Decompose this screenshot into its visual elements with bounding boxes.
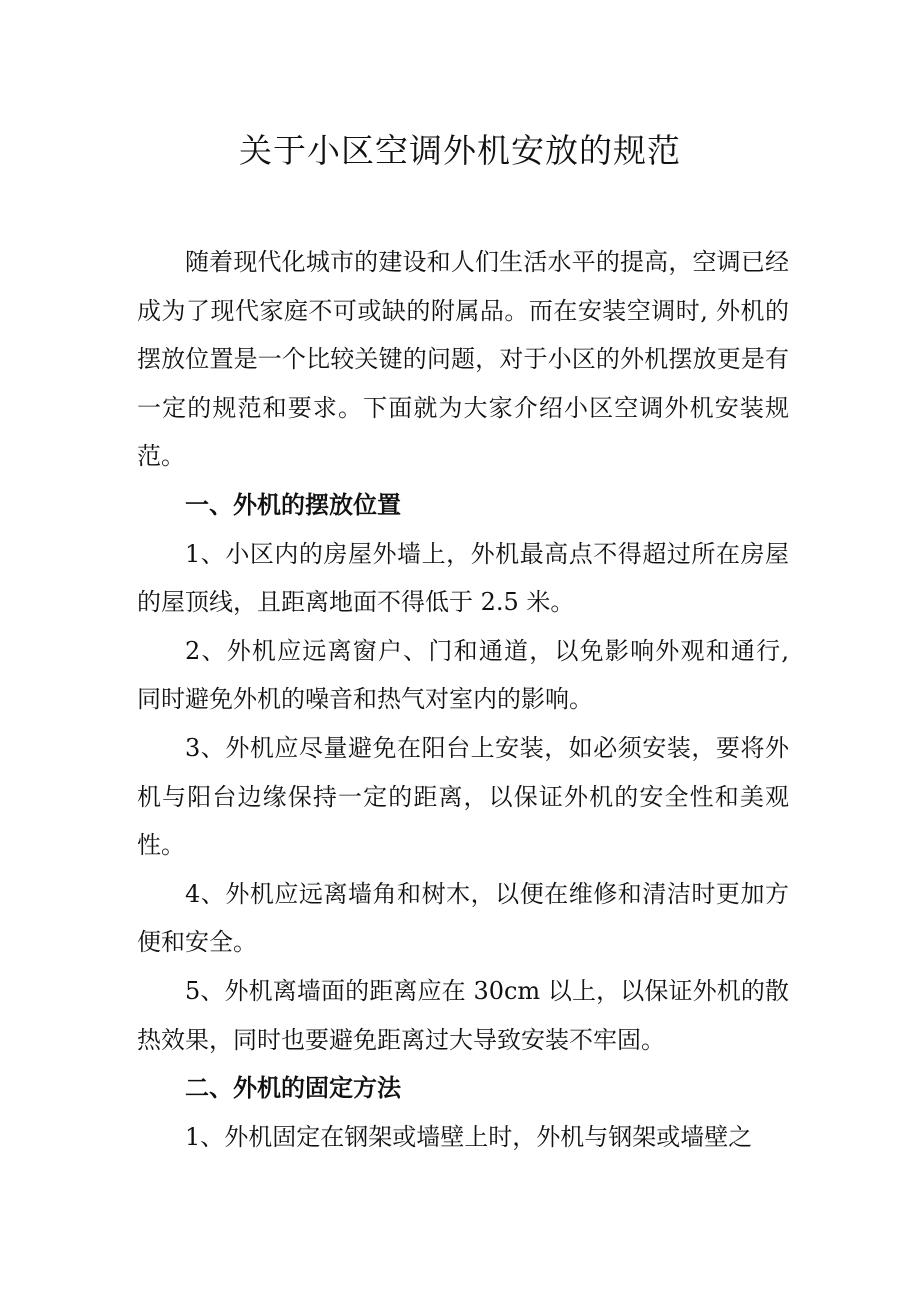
section-heading-placement: 一、外机的摆放位置 bbox=[185, 489, 401, 519]
placement-item-4: 4、外机应远离墙角和树木，以便在维修和清洁时更加方便和安全。 bbox=[137, 879, 789, 957]
placement-item-1: 1、小区内的房屋外墙上，外机最高点不得超过所在房屋的屋顶线，且距离地面不得低于 2.5 米。 bbox=[137, 539, 789, 617]
placement-item-3: 3、外机应尽量避免在阳台上安装，如必须安装，要将外机与阳台边缘保持一定的距离，以保证外机的安全性和美观性。 bbox=[137, 733, 789, 860]
fixing-item-1: 1、外机固定在钢架或墙壁上时，外机与钢架或墙壁之 bbox=[185, 1122, 753, 1151]
placement-item-2: 2、外机应远离窗户、门和通道，以免影响外观和通行, 同时避免外机的噪音和热气对室内的影响。 bbox=[137, 636, 789, 714]
placement-item-5: 5、外机离墙面的距离应在 30cm 以上，以保证外机的散热效果，同时也要避免距离过大导致安装不牢固。 bbox=[137, 976, 789, 1054]
section-heading-fixing: 二、外机的固定方法 bbox=[185, 1073, 401, 1103]
intro-paragraph: 随着现代化城市的建设和人们生活水平的提高，空调已经成为了现代家庭不可或缺的附属品。而在安装空调时, 外机的摆放位置是一个比较关键的问题，对于小区的外机摆放更是有一定的规范和要求。下面就为大家介绍小区空调外机安装规范。 bbox=[137, 248, 789, 471]
document-title: 关于小区空调外机安放的规范 bbox=[239, 131, 681, 170]
document-body bbox=[137, 238, 789, 1161]
